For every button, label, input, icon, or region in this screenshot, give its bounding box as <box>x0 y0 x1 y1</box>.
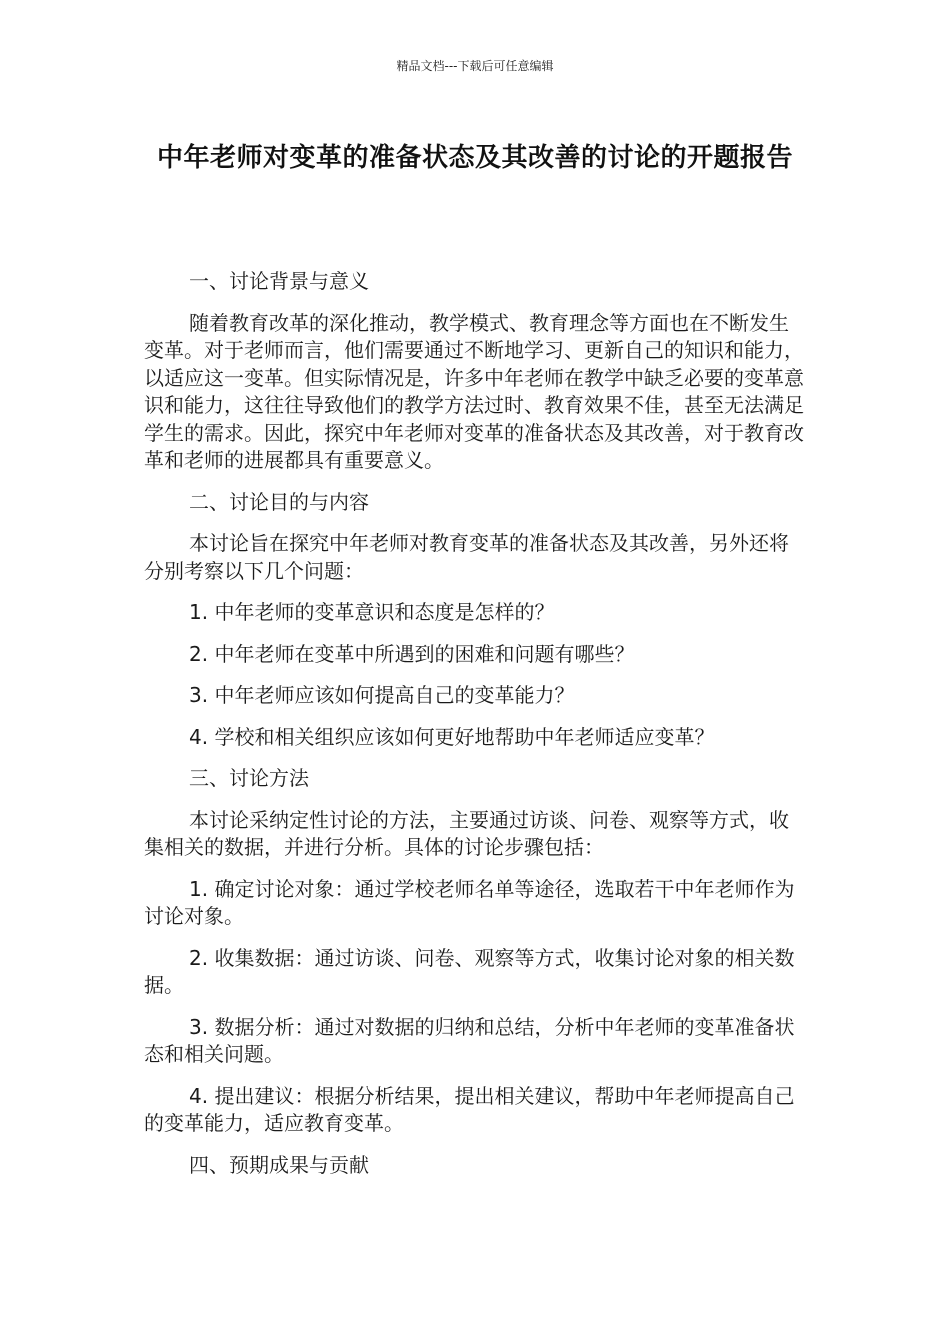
section-heading-method: 三、讨论方法 <box>189 766 309 790</box>
document-title: 中年老师对变革的准备状态及其改善的讨论的开题报告 <box>156 143 793 173</box>
list-item-question-1: 1. 中年老师的变革意识和态度是怎样的？ <box>189 600 555 624</box>
paragraph-purpose: 本讨论旨在探究中年老师对教育变革的准备状态及其改善，另外还将分别考察以下几个问题： <box>144 531 789 583</box>
list-item-step-3: 3. 数据分析：通过对数据的归纳和总结，分析中年老师的变革准备状态和相关问题。 <box>144 1014 795 1066</box>
list-item-question-4: 4. 学校和相关组织应该如何更好地帮助中年老师适应变革？ <box>189 724 715 749</box>
page-header-note: 精品文档---下载后可任意编辑 <box>396 59 554 73</box>
section-heading-outcomes: 四、预期成果与贡献 <box>189 1152 369 1177</box>
list-item-question-3: 3. 中年老师应该如何提高自己的变革能力？ <box>189 683 575 707</box>
list-item-step-1: 1. 确定讨论对象：通过学校老师名单等途径，选取若干中年老师作为讨论对象。 <box>144 876 795 928</box>
paragraph-method: 本讨论采纳定性讨论的方法，主要通过访谈、问卷、观察等方式，收集相关的数据，并进行分析。具体的讨论步骤包括： <box>144 807 789 859</box>
document-body <box>144 268 804 1193</box>
section-heading-purpose: 二、讨论目的与内容 <box>189 489 369 514</box>
list-item-step-4: 4. 提出建议：根据分析结果，提出相关建议，帮助中年老师提高自己的变革能力，适应教育变革。 <box>144 1083 795 1135</box>
list-item-step-2: 2. 收集数据：通过访谈、问卷、观察等方式，收集讨论对象的相关数据。 <box>144 945 795 997</box>
section-heading-background: 一、讨论背景与意义 <box>189 269 369 293</box>
list-item-question-2: 2. 中年老师在变革中所遇到的困难和问题有哪些？ <box>189 641 635 666</box>
paragraph-background: 随着教育改革的深化推动，教学模式、教育理念等方面也在不断发生变革。对于老师而言，他们需要通过不断地学习、更新自己的知识和能力，以适应这一变革。但实际情况是，许多中年老师在教学中缺乏必要的变革意识和能力，这往往导致他们的教学方法过时、教育效果不佳，甚至无法满足学生的需求。因此，探究中年老师对变革的准备状态及其改善，对于教育改革和老师的进展都具有重要意义。 <box>144 310 804 472</box>
